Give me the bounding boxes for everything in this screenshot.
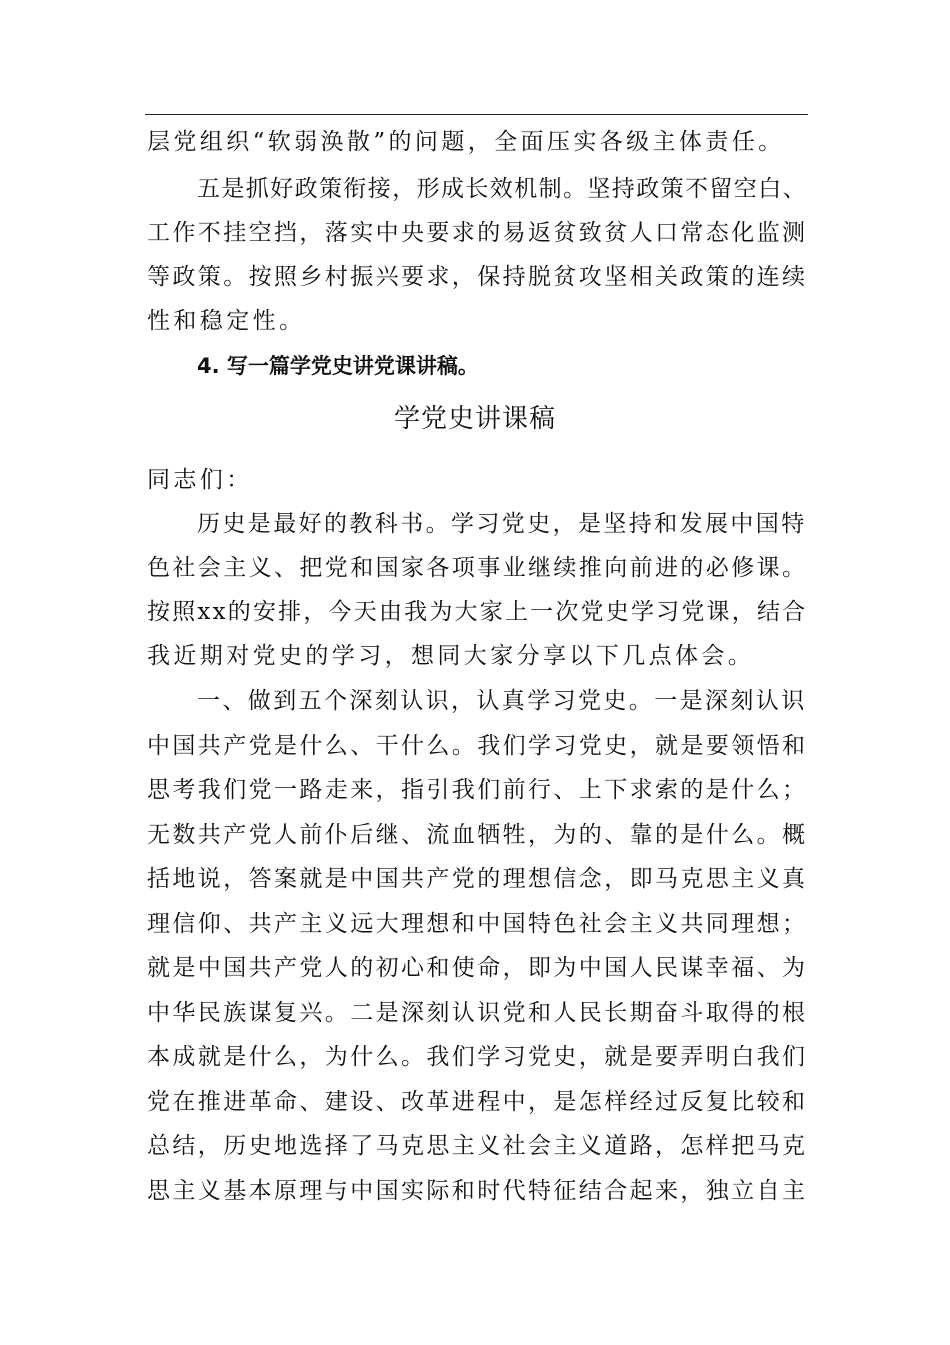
salutation: 同志们： bbox=[147, 467, 253, 493]
point-one-line: 总结，历史地选择了马克思主义社会主义道路，怎样把马克 bbox=[147, 1133, 808, 1159]
intro-line: 按照xx的安排，今天由我为大家上一次党史学习党课，结合 bbox=[147, 599, 808, 625]
point-one-line: 一、做到五个深刻认识，认真学习党史。一是深刻认识 bbox=[197, 688, 807, 714]
intro-line: 历史是最好的教科书。学习党史，是坚持和发展中国特 bbox=[197, 511, 807, 537]
paragraph-five-line: 五是抓好政策衔接，形成长效机制。坚持政策不留空白、 bbox=[197, 176, 807, 202]
point-one-line: 中华民族谋复兴。二是深刻认识党和人民长期奋斗取得的根 bbox=[147, 1000, 808, 1026]
point-one-line: 党在推进革命、建设、改革进程中，是怎样经过反复比较和 bbox=[147, 1089, 808, 1115]
point-one-line: 中国共产党是什么、干什么。我们学习党史，就是要领悟和 bbox=[147, 733, 808, 759]
intro-line: 我近期对党史的学习，想同大家分享以下几点体会。 bbox=[147, 643, 755, 669]
section-heading: 4. 写一篇学党史讲党课讲稿。 bbox=[197, 354, 479, 378]
point-one-line: 思考我们党一路走来，指引我们前行、上下求索的是什么； bbox=[147, 777, 808, 803]
intro-line: 色社会主义、把党和国家各项事业继续推向前进的必修课。 bbox=[147, 555, 808, 581]
header-rule bbox=[145, 114, 808, 115]
point-one-line: 理信仰、共产主义远大理想和中国特色社会主义共同理想； bbox=[147, 911, 808, 937]
paragraph-five-line: 等政策。按照乡村振兴要求，保持脱贫攻坚相关政策的连续 bbox=[147, 264, 808, 290]
point-one-line: 无数共产党人前仆后继、流血牺牲，为的、靠的是什么。概 bbox=[147, 822, 808, 848]
paragraph-five-line: 工作不挂空挡，落实中央要求的易返贫致贫人口常态化监测 bbox=[147, 220, 808, 246]
paragraph-five-line: 性和稳定性。 bbox=[147, 308, 306, 334]
point-one-line: 本成就是什么，为什么。我们学习党史，就是要弄明白我们 bbox=[147, 1044, 808, 1070]
point-one-line: 就是中国共产党人的初心和使命，即为中国人民谋幸福、为 bbox=[147, 955, 808, 981]
speech-title: 学党史讲课稿 bbox=[393, 404, 556, 434]
point-one-line: 思主义基本原理与中国实际和时代特征结合起来，独立自主 bbox=[147, 1178, 808, 1204]
continuation-line: 层党组织“软弱涣散”的问题，全面压实各级主体责任。 bbox=[147, 129, 785, 155]
point-one-line: 括地说，答案就是中国共产党的理想信念，即马克思主义真 bbox=[147, 866, 808, 892]
